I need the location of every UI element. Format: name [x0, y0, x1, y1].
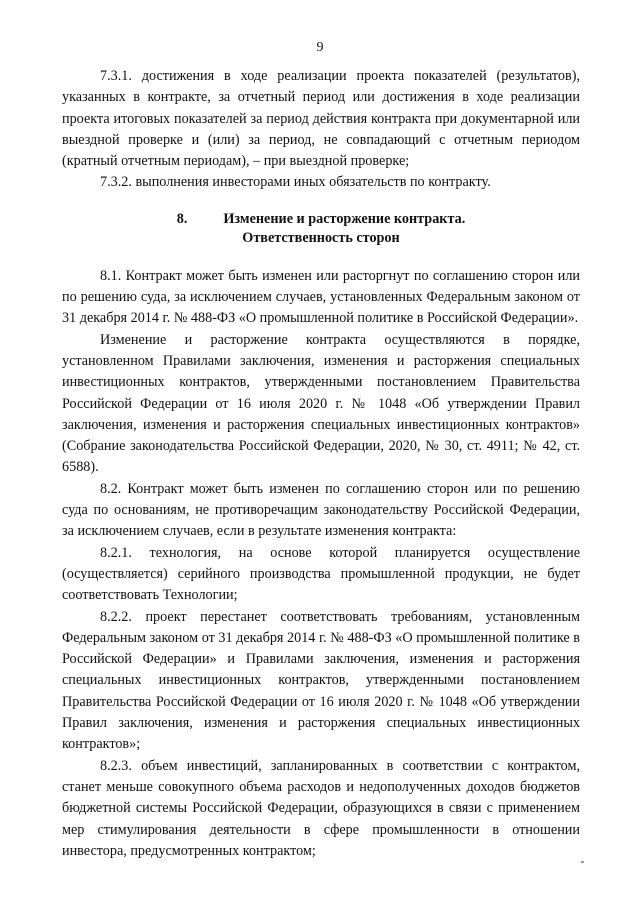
section-8-title-line1: Изменение и расторжение контракта.	[223, 210, 466, 227]
page-number: 9	[316, 40, 324, 55]
section-8-number: 8.	[176, 210, 188, 227]
section-8-heading	[62, 210, 580, 248]
section-8-title-line2: Ответственность сторон	[242, 229, 400, 246]
document-body	[62, 66, 580, 862]
paragraph-8-2: 8.2. Контракт может быть изменен по соглашению сторон или по решению суда по основаниям, не противоречащим законодательству Российской Федерации, за исключением случаев, если в результате изменения контракта:	[62, 480, 580, 540]
spacer	[62, 194, 580, 210]
paragraph-8-1-procedure: Изменение и расторжение контракта осуществляются в порядке, установленном Правилами заключения, изменения и расторжения специальных инвестиционных контрактов, утвержденными постановлением Правительства Российской Федерации от 16 июля 2020 г. № 1048 «Об утверждении Правил заключения, изменения и расторжения специальных инвестиционных контрактов» (Собрание законодательства Российской Федерации, 2020, № 30, ст. 4911; № 42, ст. 6588).	[62, 331, 580, 476]
paragraph-7-3-1: 7.3.1. достижения в ходе реализации проекта показателей (результатов), указанных в контракте, за отчетный период или достижения в ходе реализации проекта итоговых показателей за период действия контракта при документарной или выездной проверке и (или) за период, не совпадающий с отчетным периодом (кратный отчетным периодам), – при выездной проверке;	[62, 68, 580, 170]
paragraph-8-2-1: 8.2.1. технология, на основе которой планируется осуществление (осуществляется) серийного производства промышленной продукции, не будет соответствовать Технологии;	[62, 544, 580, 604]
paragraph-8-2-2: 8.2.2. проект перестанет соответствовать требованиям, установленным Федеральным законом от 31 декабря 2014 г. № 488-ФЗ «О промышленной политике в Российской Федерации» и Правилами заключения, изменения и расторжения специальных инвестиционных контрактов, утвержденными постановлением Правительства Российской Федерации от 16 июля 2020 г. № 1048 «Об утверждении Правил заключения, изменения и расторжения специальных инвестиционных контрактов»;	[62, 608, 580, 753]
scan-artifact	[581, 861, 584, 863]
paragraph-7-3-2: 7.3.2. выполнения инвесторами иных обязательств по контракту.	[100, 174, 491, 191]
paragraph-8-2-3: 8.2.3. объем инвестиций, запланированных в соответствии с контрактом, станет меньше совокупного объема расходов и недополученных доходов бюджетов бюджетной системы Российской Федерации, образующихся в связи с применением мер стимулирования деятельности в сфере промышленности в отношении инвестора, предусмотренных контрактом;	[62, 757, 580, 859]
paragraph-8-1: 8.1. Контракт может быть изменен или расторгнут по соглашению сторон или по решению суда, за исключением случаев, установленных Федеральным законом от 31 декабря 2014 г. № 488-ФЗ «О промышленной политике в Российской Федерации».	[62, 267, 580, 327]
section-8-heading-line1	[62, 210, 580, 229]
